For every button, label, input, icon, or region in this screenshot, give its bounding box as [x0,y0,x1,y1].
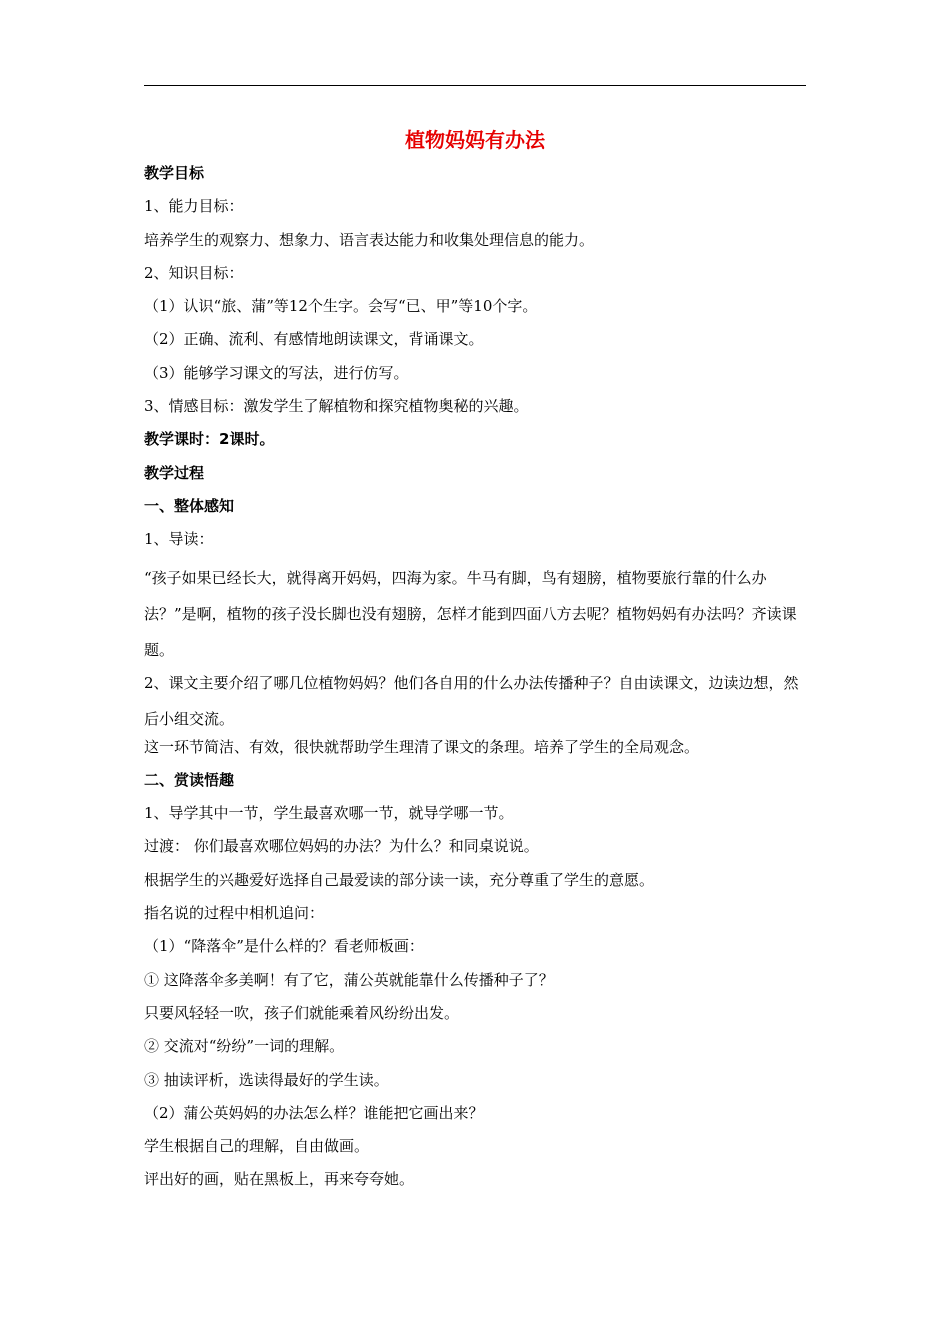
section-heading: 教学过程 [144,463,205,482]
header-rule [144,85,806,86]
text-line: 3、情感目标：激发学生了解植物和探究植物奥秘的兴趣。 [144,397,529,416]
text-line: （2）蒲公英妈妈的办法怎么样？谁能把它画出来？ [144,1103,484,1122]
text-line: 指名说的过程中相机追问： [144,904,325,923]
section-heading: 一、整体感知 [144,496,235,515]
text-line: ③ 抽读评析，选读得最好的学生读。 [144,1070,389,1089]
text-line: 学生根据自己的理解，自由做画。 [144,1137,370,1156]
text-line: （1）“降落伞”是什么样的？看老师板画： [144,937,424,956]
text-line: 过渡： 你们最喜欢哪位妈妈的办法？为什么？和同桌说说。 [144,837,539,856]
text-line: 2、知识目标： [144,263,244,282]
text-line: （1）认识“旅、蒲”等12个生字。会写“已、甲”等10个字。 [144,297,538,316]
text-line: 1、导学其中一节，学生最喜欢哪一节，就导学哪一节。 [144,804,514,823]
document-title: 植物妈妈有办法 [405,128,545,152]
text-line: 根据学生的兴趣爱好选择自己最爱读的部分读一读，充分尊重了学生的意愿。 [144,870,655,889]
paragraph-main-content: 2、课文主要介绍了哪几位植物妈妈？他们各自用的什么办法传播种子？自由读课文，边读边想，然后小组交流。 [144,673,799,728]
document-body [144,160,808,1200]
text-line: 评出好的画，贴在黑板上，再来夸夸她。 [144,1170,415,1189]
text-line: （3）能够学习课文的写法，进行仿写。 [144,363,409,382]
text-line: 这一环节简洁、有效，很快就帮助学生理清了课文的条理。培养了学生的全局观念。 [144,737,700,756]
section-heading: 教学课时：2课时。 [144,430,275,449]
text-line: （2）正确、流利、有感情地朗读课文，背诵课文。 [144,330,484,349]
text-line: 1、能力目标： [144,197,244,216]
section-heading: 教学目标 [144,164,205,182]
paragraph-guided-reading: “孩子如果已经长大，就得离开妈妈，四海为家。牛马有脚，鸟有翅膀，植物要旅行靠的什么办法？”是啊，植物的孩子没长脚也没有翅膀，怎样才能到四面八方去呢？植物妈妈有办法吗？齐读课题。 [144,568,797,659]
text-line: 1、导读： [144,530,214,549]
text-line: 培养学生的观察力、想象力、语言表达能力和收集处理信息的能力。 [144,230,595,249]
text-line: 只要风轻轻一吹，孩子们就能乘着风纷纷出发。 [144,1003,460,1022]
text-line: ① 这降落伞多美啊！有了它，蒲公英就能靠什么传播种子了？ [144,970,554,989]
appreciation-section [144,734,808,1200]
text-line: ② 交流对“纷纷”一词的理解。 [144,1037,345,1056]
objectives-section [144,160,808,560]
section-heading: 二、赏读悟趣 [144,770,235,789]
